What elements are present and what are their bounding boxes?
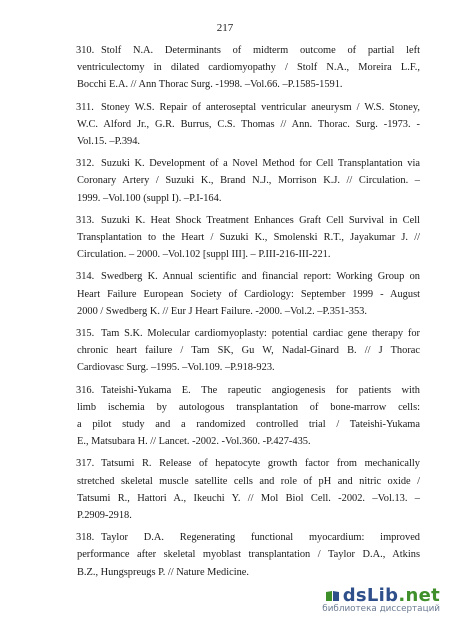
reference-number: 317.	[76, 458, 95, 470]
reference-number: 314.	[76, 271, 95, 283]
reference-number: 311.	[76, 101, 94, 113]
reference-line: Cardiovasc Surg. –1995. –Vol.109. –P.918-923.	[77, 362, 275, 374]
reference-item	[77, 455, 420, 524]
dslib-brand-prefix: dsLib	[342, 585, 399, 606]
reference-number: 313.	[76, 214, 95, 226]
dslib-brand-suffix: .net	[398, 585, 440, 606]
reference-line: Taylor D.A. Regenerating functional myocardium: improved	[101, 532, 420, 544]
reference-line: B.Z., Hungspreugs P. // Nature Medicine.	[77, 566, 249, 578]
reference-number: 316.	[76, 384, 95, 396]
reference-line: Bocchi E.A. // Ann Thorac Surg. -1998. –Vol.66. –P.1585-1591.	[77, 79, 343, 91]
reference-line: Heart Failure European Society of Cardiology: September 1999 - August	[77, 288, 420, 300]
reference-item	[77, 268, 420, 320]
reference-line: Swedberg K. Annual scientific and financial report: Working Group on	[101, 271, 420, 283]
reference-item	[77, 99, 420, 151]
reference-line: ventriculectomy in dilated cardiomyopathy / Stolf N.A., Moreira L.F.,	[77, 62, 420, 74]
reference-number: 312.	[76, 158, 95, 170]
reference-item	[77, 382, 420, 451]
reference-line: Tam S.K. Molecular cardiomyoplasty: potential cardiac gene therapy for	[101, 328, 420, 340]
reference-number: 310.	[76, 45, 95, 56]
reference-line: stretched skeletal muscle satellite cells and role of pH and nitric oxide /	[77, 475, 420, 487]
reference-line: chronic heart failure / Tam SK, Gu W, Nadal-Ginard B. // J Thorac	[77, 345, 420, 357]
book-icon	[325, 590, 340, 602]
reference-line: Tateishi-Yukama E. The rapeutic angiogenesis for patients with	[101, 384, 420, 396]
reference-line: Stoney W.S. Repair of anteroseptal ventricular aneurysm / W.S. Stoney,	[101, 101, 420, 113]
reference-line: performance after skeletal myoblast transplantation / Taylor D.A., Atkins	[77, 549, 420, 561]
reference-line: limb ischemia by autologous transplantation of bone-marrow cells:	[77, 401, 420, 413]
reference-line: a pilot study and a randomized controlled trial / Tateishi-Yukama	[77, 419, 420, 431]
reference-line: Coronary Artery / Suzuki K., Brand N.J., Morrison K.J. // Circulation. –	[77, 175, 420, 187]
dslib-watermark	[322, 585, 440, 614]
reference-line: Tatsumi R., Hattori A., Ikeuchi Y. // Mol Biol Cell. -2002. –Vol.13. –	[77, 492, 420, 504]
reference-line: W.C. Alford Jr., G.R. Burrus, C.S. Thomas // Ann. Thorac. Surg. -1973. -	[77, 118, 420, 130]
reference-number: 315.	[76, 328, 95, 340]
reference-line: Stolf N.A. Determinants of midterm outcome of partial left	[101, 45, 420, 56]
dslib-brand	[322, 585, 440, 606]
page-number: 217	[216, 22, 234, 34]
reference-line: Suzuki K. Development of a Novel Method for Cell Transplantation via	[101, 158, 420, 170]
reference-item	[77, 529, 420, 581]
reference-line: Tatsumi R. Release of hepatocyte growth factor from mechanically	[101, 458, 420, 470]
reference-item	[77, 155, 420, 207]
reference-line: E., Matsubara H. // Lancet. -2002. -Vol.360. -P.427-435.	[77, 436, 311, 448]
reference-line: 2000 / Swedberg K. // Eur J Heart Failure. -2000. –Vol.2. –P.351-353.	[77, 305, 367, 317]
reference-line: Suzuki K. Heat Shock Treatment Enhances Graft Cell Survival in Cell	[101, 214, 420, 226]
reference-number: 318.	[76, 532, 95, 544]
reference-line: Vol.15. –P.394.	[77, 136, 141, 148]
reference-item	[77, 325, 420, 377]
reference-item	[77, 42, 420, 94]
dslib-subtitle: библиотека диссертаций	[322, 604, 440, 614]
reference-line: Transplantation to the Heart / Suzuki K., Smolenski R.T., Jayakumar J. //	[77, 232, 420, 244]
reference-list	[77, 42, 420, 586]
reference-line: 1999. –Vol.100 (suppl I). –P.I-164.	[77, 192, 222, 204]
reference-item	[77, 212, 420, 264]
reference-line: Circulation. – 2000. –Vol.102 [suppl III]. – P.III-216-III-221.	[77, 249, 331, 261]
reference-line: P.2909-2918.	[77, 510, 132, 522]
